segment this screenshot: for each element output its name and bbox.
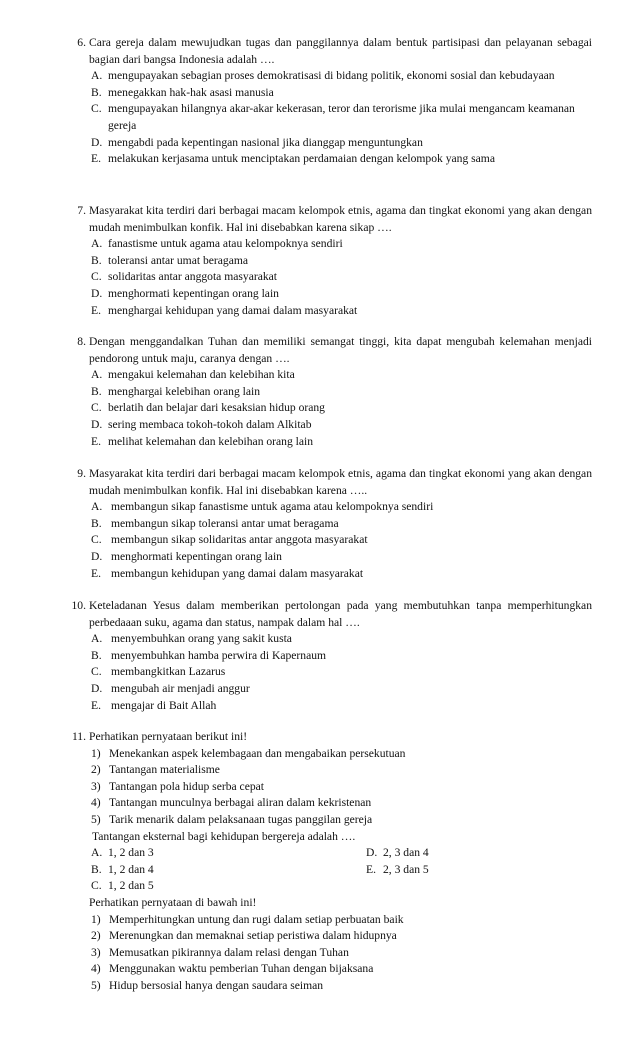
- option-a[interactable]: [89, 367, 592, 384]
- option-label: C.: [91, 270, 102, 284]
- option-c[interactable]: [89, 101, 592, 134]
- statement-b-2: [89, 928, 592, 945]
- statement-label: 2): [91, 763, 101, 777]
- statement-3: [89, 779, 592, 796]
- statement-label: 3): [91, 779, 101, 793]
- option-e[interactable]: [364, 862, 583, 879]
- option-c[interactable]: [89, 532, 592, 549]
- option-e[interactable]: [89, 303, 592, 320]
- option-d[interactable]: [89, 549, 592, 566]
- option-label: B.: [91, 862, 102, 876]
- option-e[interactable]: [89, 434, 592, 451]
- statement-label: 4): [91, 796, 101, 810]
- option-text: menyembuhkan hamba perwira di Kapernaum: [111, 648, 327, 662]
- option-text: menghargai kelebihan orang lain: [108, 384, 261, 398]
- option-text: menghormati kepentingan orang lain: [111, 549, 282, 563]
- option-text: mengajar di Bait Allah: [111, 698, 217, 712]
- statement-2: [89, 762, 592, 779]
- question-text: Perhatikan pernyataan berikut ini!: [89, 730, 248, 743]
- option-e[interactable]: [89, 151, 592, 168]
- option-label: A.: [91, 846, 103, 860]
- option-label: C.: [91, 102, 102, 116]
- option-c[interactable]: [89, 664, 592, 681]
- option-label: D.: [91, 681, 103, 695]
- question-9: [58, 466, 592, 582]
- statement-label: 1): [91, 912, 101, 926]
- statement-text: Hidup bersosial hanya dengan saudara seiman: [109, 978, 324, 992]
- option-b[interactable]: [89, 862, 354, 879]
- statement-label: 2): [91, 929, 101, 943]
- option-label: E.: [366, 862, 376, 876]
- question-number: 11.: [71, 730, 86, 743]
- statement-b-4: [89, 961, 592, 978]
- question-text: Masyarakat kita terdiri dari berbagai macam kelompok etnis, agama dan tingkat ekonomi yang akan dengan mudah menimbulkan konfik. Hal ini disebabkan karena …..: [89, 467, 592, 497]
- option-label: B.: [91, 384, 102, 398]
- question-text: Cara gereja dalam mewujudkan tugas dan panggilannya dalam bentuk partisipasi dan pelayanan sebagai bagian dari bangsa Indonesia adalah ….: [89, 36, 592, 66]
- option-text: 1, 2 dan 5: [108, 879, 154, 893]
- option-b[interactable]: [89, 253, 592, 270]
- question-number: 8.: [77, 335, 86, 348]
- options-row-2: [89, 862, 592, 879]
- option-label: A.: [91, 368, 103, 382]
- question-number: 9.: [77, 467, 86, 480]
- statement-b-5: [89, 978, 592, 995]
- option-text: mengakui kelemahan dan kelebihan kita: [108, 368, 295, 382]
- instruction-text: Perhatikan pernyataan di bawah ini!: [89, 895, 257, 909]
- question-number: 10.: [71, 599, 86, 612]
- option-d[interactable]: [364, 845, 583, 862]
- statement-4: [89, 795, 592, 812]
- statement-text: Memusatkan pikirannya dalam relasi dengan Tuhan: [109, 945, 349, 959]
- option-label: D.: [366, 846, 378, 860]
- statement-label: 1): [91, 746, 101, 760]
- statement-b-3: [89, 945, 592, 962]
- option-label: E.: [91, 698, 101, 712]
- question-8: [58, 334, 592, 450]
- option-text: membangun sikap solidaritas antar anggota masyarakat: [111, 533, 368, 547]
- option-a[interactable]: [89, 68, 592, 85]
- option-c[interactable]: [89, 269, 592, 286]
- statement-b-1: [89, 912, 592, 929]
- option-label: A.: [91, 69, 103, 83]
- option-text: menegakkan hak-hak asasi manusia: [108, 85, 274, 99]
- option-label: E.: [91, 303, 101, 317]
- statement-text: Menekankan aspek kelembagaan dan mengabaikan persekutuan: [109, 746, 406, 760]
- option-text: membangun sikap toleransi antar umat beragama: [111, 516, 339, 530]
- question-stem: Tantangan eksternal bagi kehidupan bergereja adalah ….: [92, 829, 356, 843]
- option-label: B.: [91, 516, 102, 530]
- question-text: Masyarakat kita terdiri dari berbagai macam kelompok etnis, agama dan tingkat ekonomi yang akan dengan mudah menimbulkan konfik. Hal ini disebabkan karena sikap ….: [89, 204, 592, 234]
- option-e[interactable]: [89, 566, 592, 583]
- option-b[interactable]: [89, 85, 592, 102]
- option-label: D.: [91, 286, 103, 300]
- option-text: 2, 3 dan 5: [383, 862, 429, 876]
- option-text: mengubah air menjadi anggur: [111, 681, 250, 695]
- statement-text: Menggunakan waktu pemberian Tuhan dengan bijaksana: [109, 962, 374, 976]
- option-a[interactable]: [89, 631, 592, 648]
- question-7: [58, 203, 592, 319]
- option-text: melakukan kerjasama untuk menciptakan perdamaian dengan kelompok yang sama: [108, 152, 495, 166]
- option-label: C.: [91, 665, 102, 679]
- option-text: toleransi antar umat beragama: [108, 253, 249, 267]
- option-text: mengupayakan hilangnya akar-akar kekerasan, teror dan terorisme jika mulai mengancam keamanan gereja: [108, 102, 575, 132]
- option-text: berlatih dan belajar dari kesaksian hidup orang: [108, 401, 325, 415]
- option-label: D.: [91, 417, 103, 431]
- option-label: C.: [91, 401, 102, 415]
- option-text: membangun kehidupan yang damai dalam masyarakat: [111, 566, 364, 580]
- option-text: fanastisme untuk agama atau kelompoknya sendiri: [108, 237, 343, 251]
- option-b[interactable]: [89, 648, 592, 665]
- option-label: C.: [91, 533, 102, 547]
- option-label: B.: [91, 648, 102, 662]
- statement-text: Memperhitungkan untung dan rugi dalam setiap perbuatan baik: [109, 912, 404, 926]
- option-d[interactable]: [89, 135, 592, 152]
- option-label: B.: [91, 85, 102, 99]
- option-text: menghargai kehidupan yang damai dalam masyarakat: [108, 303, 358, 317]
- option-label: A.: [91, 632, 103, 646]
- option-text: sering membaca tokoh-tokoh dalam Alkitab: [108, 417, 312, 431]
- statement-text: Tarik menarik dalam pelaksanaan tugas panggilan gereja: [109, 812, 373, 826]
- statement-label: 3): [91, 945, 101, 959]
- option-label: E.: [91, 152, 101, 166]
- options-row-3: [89, 878, 592, 895]
- statement-text: Tantangan pola hidup serba cepat: [109, 779, 264, 793]
- question-11: [58, 729, 592, 995]
- options-row-1: [89, 845, 592, 862]
- option-text: 2, 3 dan 4: [383, 846, 429, 860]
- option-label: E.: [91, 566, 101, 580]
- option-b[interactable]: [89, 384, 592, 401]
- option-text: mengabdi pada kepentingan nasional jika dianggap menguntungkan: [108, 135, 423, 149]
- option-text: menghormati kepentingan orang lain: [108, 286, 279, 300]
- option-a[interactable]: [89, 499, 592, 516]
- statement-5: [89, 812, 592, 829]
- option-d[interactable]: [89, 417, 592, 434]
- option-label: A.: [91, 500, 103, 514]
- question-text: Keteladanan Yesus dalam memberikan pertolongan pada yang membutuhkan tanpa memperhitungkan perbedaaan suku, agama dan status, nampak dalam hal ….: [89, 599, 592, 629]
- option-text: menyembuhkan orang yang sakit kusta: [111, 632, 292, 646]
- option-text: melihat kelemahan dan kelebihan orang lain: [108, 434, 314, 448]
- statement-text: Tantangan materialisme: [109, 763, 220, 777]
- option-label: D.: [91, 135, 103, 149]
- option-b[interactable]: [89, 516, 592, 533]
- option-a[interactable]: [89, 845, 354, 862]
- option-a[interactable]: [89, 236, 592, 253]
- option-c[interactable]: [89, 400, 592, 417]
- option-label: C.: [91, 879, 102, 893]
- option-c[interactable]: [89, 878, 354, 895]
- option-text: 1, 2 dan 4: [108, 862, 154, 876]
- statement-label: 5): [91, 812, 101, 826]
- option-label: B.: [91, 253, 102, 267]
- option-text: membangkitkan Lazarus: [111, 665, 226, 679]
- option-label: E.: [91, 434, 101, 448]
- option-text: membangun sikap fanastisme untuk agama atau kelompoknya sendiri: [111, 500, 434, 514]
- statement-label: 4): [91, 962, 101, 976]
- option-text: mengupayakan sebagian proses demokratisasi di bidang politik, ekonomi sosial dan kebudayaan: [108, 69, 555, 83]
- statement-1: [89, 746, 592, 763]
- question-10: [58, 598, 592, 714]
- option-e[interactable]: [89, 698, 592, 715]
- statement-text: Merenungkan dan memaknai setiap peristiwa dalam hidupnya: [109, 929, 397, 943]
- question-text: Dengan menggandalkan Tuhan dan memiliki semangat tinggi, kita dapat mengubah kelemahan menjadi pendorong untuk maju, caranya dengan ….: [89, 335, 592, 365]
- statement-label: 5): [91, 978, 101, 992]
- question-6: [58, 35, 592, 168]
- option-label: D.: [91, 549, 103, 563]
- option-d[interactable]: [89, 681, 592, 698]
- question-number: 6.: [77, 36, 86, 49]
- option-d[interactable]: [89, 286, 592, 303]
- statement-text: Tantangan munculnya berbagai aliran dalam kekristenan: [109, 796, 372, 810]
- option-label: A.: [91, 237, 103, 251]
- question-number: 7.: [77, 204, 86, 217]
- option-text: solidaritas antar anggota masyarakat: [108, 270, 278, 284]
- option-text: 1, 2 dan 3: [108, 846, 154, 860]
